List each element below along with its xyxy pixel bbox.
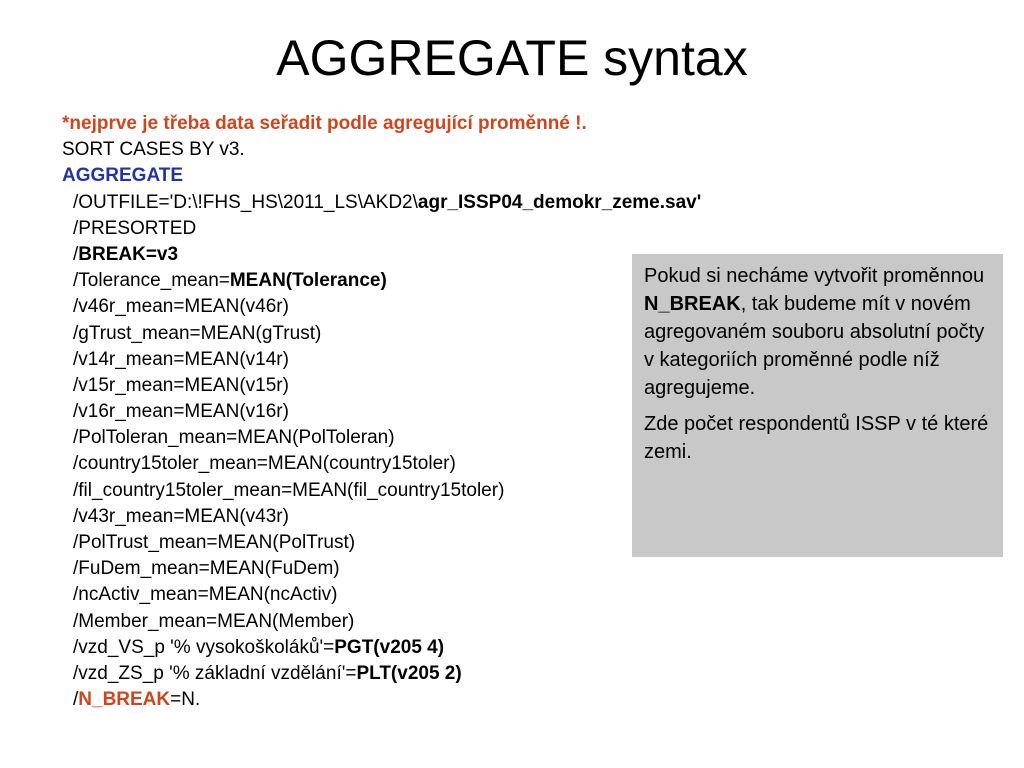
mean-line: /PolTrust_mean=MEAN(PolTrust) [73,532,356,553]
mean-line: /gTrust_mean=MEAN(gTrust) [73,322,322,344]
slide-title: AGGREGATE syntax [276,30,748,86]
sort-cases-line: SORT CASES BY v3. [62,139,245,161]
tolerance-prefix: /Tolerance_mean= [73,270,230,292]
note-p1-before: Pokud si necháme vytvořit proměnnou [644,265,985,287]
nbreak-line [62,687,701,713]
zs-percent-line [62,661,701,687]
mean-line: /fil_country15toler_mean=MEAN(fil_country15toler) [73,479,505,501]
zs-function: PLT(v205 2) [356,662,462,684]
tolerance-value: MEAN(Tolerance) [229,270,387,292]
break-line [62,242,701,268]
zs-prefix: /vzd_ZS_p '% základní vzdělání'= [73,662,357,684]
break-value: BREAK=v3 [78,243,179,265]
sort-note-line: *nejprve je třeba data seřadit podle agregující proměnné !. [62,113,587,134]
presorted-line: /PRESORTED [73,217,197,239]
mean-line: /FuDem_mean=MEAN(FuDem) [73,558,340,580]
outfile-path: /OUTFILE='D:\!FHS_HS\2011_LS\AKD2\ [73,191,418,213]
mean-line: /v46r_mean=MEAN(v46r) [73,296,289,318]
vs-function: PGT(v205 4) [334,636,445,658]
mean-line: /v16r_mean=MEAN(v16r) [73,401,289,423]
vs-prefix: /vzd_VS_p '% vysokoškoláků'= [73,636,335,658]
nbreak-suffix: =N. [170,689,201,711]
break-slash: / [73,243,79,265]
vs-percent-line [62,635,701,661]
mean-line: /v15r_mean=MEAN(v15r) [73,374,289,396]
mean-line: /v14r_mean=MEAN(v14r) [73,348,289,370]
tolerance-line [62,268,701,294]
nbreak-name: N_BREAK [78,689,171,711]
nbreak-slash: / [73,689,79,711]
outfile-line [62,190,701,216]
mean-line: /ncActiv_mean=MEAN(ncActiv) [73,584,338,606]
mean-line: /v43r_mean=MEAN(v43r) [73,505,289,527]
syntax-code-block [62,111,701,713]
aggregate-keyword: AGGREGATE [62,165,184,187]
mean-line: /PolToleran_mean=MEAN(PolToleran) [73,427,395,449]
mean-line: /Member_mean=MEAN(Member) [73,610,355,632]
explanation-note-box [632,254,1003,557]
note-p1-after: , tak budeme mít v novém agregovaném souboru absolutní počty v kategoriích proměnné podle níž agregujeme. [644,293,985,399]
outfile-filename: agr_ISSP04_demokr_zeme.sav' [417,191,702,213]
mean-line: /country15toler_mean=MEAN(country15toler) [73,453,456,475]
note-p1-bold: N_BREAK [644,293,741,315]
note-paragraph-1 [644,262,993,402]
note-paragraph-2: Zde počet respondentů ISSP v té které zemi. [644,413,989,463]
